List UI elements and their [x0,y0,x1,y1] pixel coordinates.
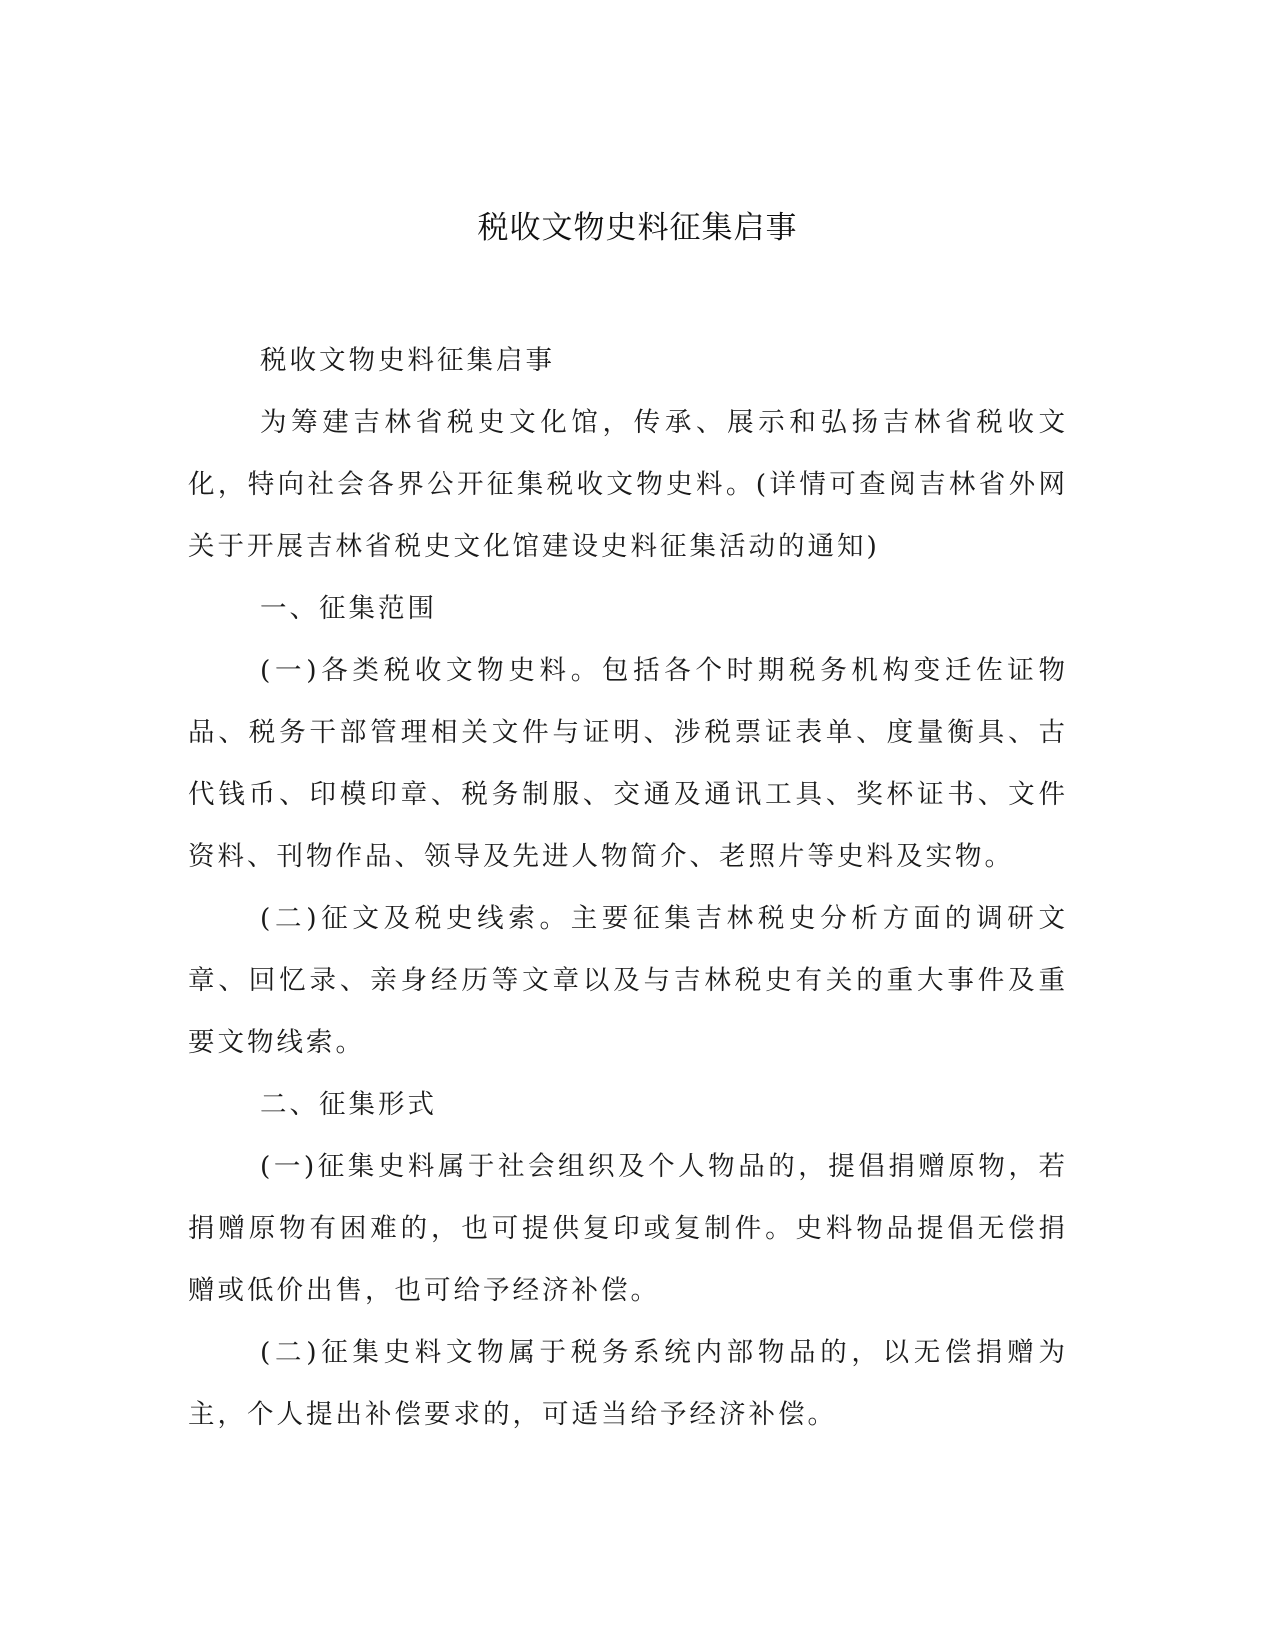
document-title: 税收文物史料征集启事 [477,210,798,246]
scope-item-2-paragraph: (二)征文及税史线索。主要征集吉林税史分析方面的调研文章、回忆录、亲身经历等文章以及与吉林税史有关的重大事件及重要文物线索。 [188,903,1068,1058]
form-item-1-paragraph: (一)征集史料属于社会组织及个人物品的，提倡捐赠原物，若捐赠原物有困难的，也可提供复印或复制件。史料物品提倡无偿捐赠或低价出售，也可给予经济补偿。 [188,1151,1068,1306]
section-heading-scope: 一、征集范围 [260,593,437,624]
scope-item-1-paragraph: (一)各类税收文物史料。包括各个时期税务机构变迁佐证物品、税务干部管理相关文件与证明、涉税票证表单、度量衡具、古代钱币、印模印章、税务制服、交通及通讯工具、奖杯证书、文件资料、刊物作品、领导及先进人物简介、老照片等史料及实物。 [188,655,1068,872]
intro-paragraph: 为筹建吉林省税史文化馆，传承、展示和弘扬吉林省税收文化，特向社会各界公开征集税收文物史料。(详情可查阅吉林省外网关于开展吉林省税史文化馆建设史料征集活动的通知) [188,407,1068,562]
section-heading-form: 二、征集形式 [260,1089,437,1120]
document-body [188,330,1068,1446]
form-item-2-paragraph: (二)征集史料文物属于税务系统内部物品的，以无偿捐赠为主，个人提出补偿要求的，可适当给予经济补偿。 [188,1337,1068,1430]
body-subtitle: 税收文物史料征集启事 [260,345,555,376]
